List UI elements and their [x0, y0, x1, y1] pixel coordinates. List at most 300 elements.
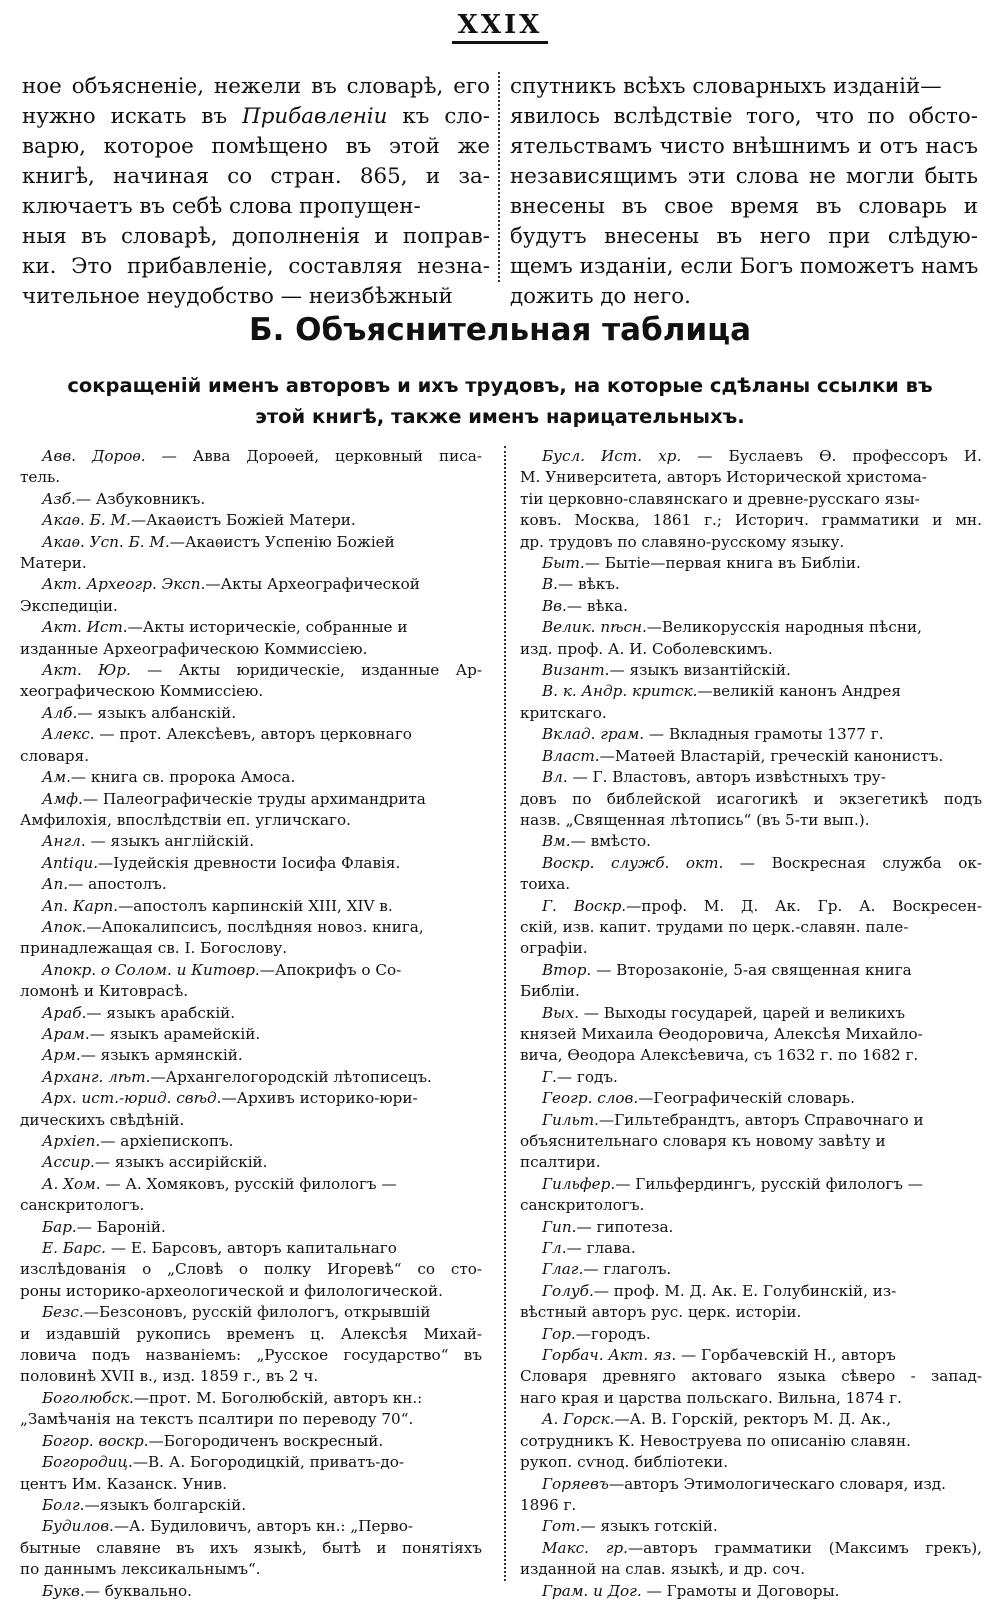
- entry-definition: — глава.: [566, 1239, 636, 1258]
- entry-line: [20, 1067, 482, 1088]
- entry-continuation: [20, 1366, 482, 1387]
- entry-definition: довъ по библейской исагогикѣ и экзегетикѣ подъ: [520, 789, 982, 808]
- entry-abbreviation: Втор.: [542, 960, 592, 979]
- entry-definition: назв. „Священная лѣтопись“ (въ 5-ти вып.).: [520, 810, 870, 829]
- entry-abbreviation: Безс.: [42, 1303, 84, 1322]
- entry-abbreviation: Гильт.: [542, 1110, 600, 1129]
- entry-definition: словаря.: [20, 746, 90, 765]
- entry-definition: — языкъ арабскій.: [86, 1003, 236, 1022]
- entry-definition: санскритологъ.: [520, 1196, 645, 1215]
- entry-line: [520, 1281, 982, 1302]
- entry-definition: — книга св. пророка Амоса.: [70, 768, 296, 787]
- column-divider: [504, 446, 506, 1581]
- entry-continuation: [520, 467, 982, 488]
- entry-continuation: [520, 1452, 982, 1473]
- entry-abbreviation: Власт.: [542, 746, 600, 765]
- entry-definition: — вмѣсто.: [570, 832, 652, 851]
- entry-abbreviation: Вклад. грам.: [542, 725, 645, 744]
- entry-definition: —Географическій словарь.: [638, 1089, 855, 1108]
- entry-abbreviation: Акт. Ист.: [42, 618, 128, 637]
- entry-abbreviation: Воскр. служб. окт.: [542, 853, 724, 872]
- text-line: [510, 282, 978, 312]
- entry-continuation: [520, 1388, 982, 1409]
- entry-line: [520, 960, 982, 981]
- entries-left-column: [20, 446, 482, 1602]
- entry-line: [20, 489, 482, 510]
- entry-continuation: [20, 1110, 482, 1131]
- entry-line: [20, 703, 482, 724]
- entry-definition: ковъ. Москва, 1861 г.; Историч. грамматики и мн.: [520, 511, 982, 530]
- entry-definition: —А. Будиловичъ, авторъ кн.: „Перво-: [113, 1517, 413, 1536]
- entry-continuation: [520, 1152, 982, 1173]
- entry-definition: —Акты Археографической: [205, 575, 420, 594]
- entry-continuation: [520, 810, 982, 831]
- subheading-line: этой книгѣ, также именъ нарицательныхъ.: [255, 405, 745, 428]
- entry-definition: скій, изв. капит. трудами по церк.-славян. пале-: [520, 917, 909, 936]
- text-run: варю, которое помѣщено въ этой же: [22, 134, 490, 159]
- entry-line: [520, 1003, 982, 1024]
- entry-definition: — прот. Алексѣевъ, авторъ церковнаго: [94, 725, 412, 744]
- entry-definition: — Второзаконіе, 5-ая священная книга: [591, 960, 912, 979]
- entry-abbreviation: Бар.: [42, 1217, 77, 1236]
- entry-continuation: [20, 1474, 482, 1495]
- entry-definition: — апостолъ.: [68, 875, 167, 894]
- text-line: [22, 72, 490, 102]
- entry-continuation: [20, 553, 482, 574]
- entry-abbreviation: Гор.: [542, 1324, 576, 1343]
- entry-continuation: [20, 1559, 482, 1580]
- intro-right-column: [510, 72, 978, 312]
- entry-abbreviation: Будилов.: [42, 1517, 114, 1536]
- text-run: явилось вслѣдствіе того, что по обсто-: [510, 104, 978, 129]
- entry-continuation: [520, 639, 982, 660]
- entry-definition: вѣстный авторъ рус. церк. исторіи.: [520, 1303, 802, 1322]
- text-line: [22, 282, 490, 312]
- entry-line: [520, 896, 982, 917]
- entry-definition: — А. Хомяковъ, русскій филологъ —: [100, 1174, 397, 1193]
- entry-definition: ографіи.: [520, 939, 588, 958]
- entry-continuation: [20, 1324, 482, 1345]
- entry-continuation: [520, 938, 982, 959]
- entry-definition: —языкъ болгарскій.: [84, 1495, 247, 1514]
- entry-line: [520, 1110, 982, 1131]
- text-line: [510, 192, 978, 222]
- entry-abbreviation: Вм.: [542, 832, 571, 851]
- entry-definition: —проф. М. Д. Ак. Гр. А. Воскресен-: [626, 896, 982, 915]
- entry-abbreviation: В. к. Андр. критск.: [542, 682, 698, 701]
- entry-abbreviation: Амф.: [42, 789, 83, 808]
- entry-definition: и издавшій рукопись временъ ц. Алексѣя Михай-: [20, 1324, 482, 1343]
- entry-definition: изданные Археографическою Коммиссіею.: [20, 639, 368, 658]
- entry-definition: —Архивъ историко-юри-: [221, 1089, 418, 1108]
- entry-definition: —Акаѳистъ Успенію Божіей: [169, 532, 395, 551]
- entry-line: [20, 831, 482, 852]
- text-run: ки. Это прибавленіе, составляя незна-: [22, 254, 490, 279]
- entry-definition: Библіи.: [520, 982, 580, 1001]
- text-run: чительное неудобство — неизбѣжный: [22, 284, 453, 309]
- text-run: ятельствамъ чисто внѣшнимъ и отъ насъ: [510, 134, 978, 159]
- entry-line: [20, 1131, 482, 1152]
- entry-abbreviation: Г.: [542, 1067, 557, 1086]
- text-line: [510, 102, 978, 132]
- entry-abbreviation: Акт. Археогр. Эксп.: [42, 575, 206, 594]
- entry-abbreviation: Гильфер.: [542, 1174, 616, 1193]
- entry-definition: —Апокалипсисъ, послѣдняя новоз. книга,: [86, 917, 424, 936]
- entry-abbreviation: Макс. гр.: [542, 1538, 628, 1557]
- entry-continuation: [520, 510, 982, 531]
- entry-line: [520, 574, 982, 595]
- entry-continuation: [20, 467, 482, 488]
- entry-definition: князей Михаила Ѳеодоровича, Алексѣя Михайло-: [520, 1024, 923, 1043]
- entry-definition: —Богородиченъ воскресный.: [148, 1431, 384, 1450]
- section-heading: Б. Объяснительная таблица: [248, 312, 752, 348]
- entry-line: [20, 724, 482, 745]
- entry-definition: — Буслаевъ Ѳ. профессоръ И.: [681, 447, 982, 465]
- entry-definition: — языкъ ассирійскій.: [94, 1153, 268, 1172]
- entry-definition: Амфилохія, впослѣдствіи еп. угличскаго.: [20, 810, 351, 829]
- entry-line: [20, 1452, 482, 1473]
- entry-definition: тоиха.: [520, 875, 571, 894]
- entry-abbreviation: А. Горск.: [542, 1410, 615, 1429]
- text-run: спутникъ всѣхъ словарныхъ изданій—: [510, 74, 942, 99]
- entry-definition: —Акты историческіе, собранные и: [127, 618, 408, 637]
- entry-definition: — гипотеза.: [576, 1217, 674, 1236]
- entry-line: [20, 917, 482, 938]
- entry-line: [20, 660, 482, 681]
- entry-definition: — Азбуковникъ.: [75, 489, 206, 508]
- entry-definition: по даннымъ лексикальнымъ“.: [20, 1560, 261, 1579]
- entry-continuation: [20, 1195, 482, 1216]
- entry-definition: роны историко-археологической и филологической.: [20, 1281, 443, 1300]
- text-line: [510, 252, 978, 282]
- entry-definition: — языкъ армянскій.: [80, 1046, 243, 1065]
- entry-abbreviation: Бусл. Ист. хр.: [542, 447, 682, 465]
- entry-definition: —Акаѳистъ Божіей Матери.: [130, 511, 356, 530]
- text-run: ныя въ словарѣ, дополненія и поправ-: [22, 224, 490, 249]
- text-line: [22, 192, 490, 222]
- entry-line: [520, 1259, 982, 1280]
- entry-abbreviation: Геогр. слов.: [542, 1089, 639, 1108]
- entry-definition: —Матѳей Властарій, греческій канонистъ.: [599, 746, 944, 765]
- entry-continuation: [20, 1538, 482, 1559]
- entry-definition: —Безсоновъ, русскій филологъ, открывшій: [83, 1303, 431, 1322]
- entry-definition: —городъ.: [575, 1324, 651, 1343]
- entry-abbreviation: Гл.: [542, 1239, 567, 1258]
- entry-continuation: [20, 1281, 482, 1302]
- entry-abbreviation: Апок.: [42, 917, 87, 936]
- entry-line: [520, 746, 982, 767]
- entry-line: [520, 1217, 982, 1238]
- entry-line: [520, 1324, 982, 1345]
- entry-continuation: [20, 981, 482, 1002]
- entry-line: [20, 789, 482, 810]
- entry-definition: — буквально.: [84, 1581, 192, 1600]
- entry-line: [520, 1088, 982, 1109]
- entry-abbreviation: Вв.: [542, 596, 567, 615]
- column-divider: [498, 72, 500, 282]
- entry-definition: — вѣка.: [566, 596, 628, 615]
- entry-abbreviation: Акаѳ. Усп. Б. М.: [42, 532, 170, 551]
- entry-abbreviation: Алб.: [42, 703, 78, 722]
- entry-line: [20, 1045, 482, 1066]
- entry-line: [520, 831, 982, 852]
- entry-continuation: [20, 810, 482, 831]
- abbreviation-table: [20, 446, 982, 1600]
- entry-continuation: [20, 596, 482, 617]
- entry-definition: рукоп. сѵнод. библіотеки.: [520, 1453, 729, 1472]
- page-number: XXIX: [0, 10, 1000, 40]
- entry-continuation: [20, 938, 482, 959]
- entry-abbreviation: Гип.: [542, 1217, 577, 1236]
- entry-definition: —В. А. Богородицкій, приватъ-до-: [132, 1453, 405, 1472]
- entry-abbreviation: Апокр. о Солом. и Китовр.: [42, 960, 260, 979]
- intro-paragraph: [22, 72, 978, 309]
- entry-definition: половинѣ XVII в., изд. 1859 г., въ 2 ч.: [20, 1367, 319, 1386]
- entry-abbreviation: Авв. Дороѳ.: [42, 447, 146, 465]
- entry-abbreviation: Алекс.: [42, 725, 95, 744]
- entry-continuation: [20, 1409, 482, 1430]
- entry-abbreviation: Грам. и Дог.: [542, 1581, 642, 1600]
- entry-continuation: [520, 1195, 982, 1216]
- entry-continuation: [20, 746, 482, 767]
- entry-line: [20, 574, 482, 595]
- entry-abbreviation: Букв.: [42, 1581, 85, 1600]
- entry-definition: —Архангелогородскій лѣтописецъ.: [150, 1067, 432, 1086]
- entry-definition: др. трудовъ по славяно-русскому языку.: [520, 532, 845, 551]
- entry-abbreviation: Акаѳ. Б. М.: [42, 511, 131, 530]
- entry-line: [20, 960, 482, 981]
- entry-definition: — вѣкъ.: [558, 575, 620, 594]
- entry-continuation: [520, 1131, 982, 1152]
- entry-continuation: [520, 1366, 982, 1387]
- entry-line: [520, 1067, 982, 1088]
- entry-definition: — Г. Властовъ, авторъ извѣстныхъ тру-: [567, 768, 886, 787]
- entry-definition: центъ Им. Казанск. Унив.: [20, 1474, 228, 1493]
- text-run: къ сло-: [387, 104, 490, 129]
- entry-line: [520, 553, 982, 574]
- entry-definition: хеографическою Коммиссіею.: [20, 682, 264, 701]
- entry-definition: Матери.: [20, 554, 87, 573]
- entry-line: [20, 617, 482, 638]
- entry-definition: тіи церковно-славянскаго и древне-русскаго язы-: [520, 489, 920, 508]
- entry-definition: Словаря древняго актоваго языка сѣверо - запад-: [520, 1367, 982, 1386]
- entry-definition: — языкъ византійскій.: [609, 661, 791, 680]
- entry-abbreviation: Визант.: [542, 661, 610, 680]
- entry-line: [520, 1538, 982, 1559]
- entry-line: [20, 1581, 482, 1602]
- entry-line: [520, 681, 982, 702]
- entry-line: [520, 1409, 982, 1430]
- entry-definition: 1896 г.: [520, 1495, 577, 1514]
- entry-line: [20, 874, 482, 895]
- entry-definition: изслѣдованія о „Словѣ о полку Игоревѣ“ со сто-: [20, 1260, 482, 1279]
- entry-line: [520, 660, 982, 681]
- entry-continuation: [20, 1259, 482, 1280]
- entry-line: [520, 1345, 982, 1366]
- entry-continuation: [20, 681, 482, 702]
- entry-definition: — глаголъ.: [583, 1260, 672, 1279]
- entry-abbreviation: Горяевъ: [542, 1474, 609, 1493]
- entry-continuation: [520, 1495, 982, 1516]
- entry-abbreviation: А. Хом.: [42, 1174, 101, 1193]
- entry-definition: Экспедиціи.: [20, 596, 118, 615]
- text-run: ное объясненіе, нежели въ словарѣ, его: [22, 74, 490, 99]
- entry-definition: — архіепископъ.: [100, 1132, 234, 1150]
- entry-definition: изд. проф. А. И. Соболевскимъ.: [520, 639, 773, 658]
- entry-line: [520, 1581, 982, 1602]
- entry-definition: —А. В. Горскій, ректоръ М. Д. Ак.,: [614, 1410, 892, 1429]
- entry-abbreviation: Голуб.: [542, 1281, 594, 1300]
- entry-line: [20, 532, 482, 553]
- entry-definition: — Авва Дороѳей, церковный писа-: [145, 447, 482, 465]
- entry-definition: санскритологъ.: [20, 1196, 145, 1215]
- entry-definition: тель.: [20, 468, 61, 487]
- entry-line: [20, 767, 482, 788]
- entry-abbreviation: Болг.: [42, 1495, 85, 1514]
- entry-continuation: [520, 1302, 982, 1323]
- entry-line: [20, 1152, 482, 1173]
- text-line: [22, 252, 490, 282]
- entry-continuation: [520, 789, 982, 810]
- entry-definition: М. Университета, авторъ Исторической христома-: [520, 468, 927, 487]
- entry-abbreviation: Глаг.: [542, 1260, 584, 1279]
- text-run: внесены въ свое время въ словарь и: [510, 194, 978, 219]
- entries-right-column: [520, 446, 982, 1602]
- entry-continuation: [520, 703, 982, 724]
- entry-definition: —авторъ Этимологическаго словаря, изд.: [608, 1474, 946, 1493]
- entry-continuation: [520, 532, 982, 553]
- entry-abbreviation: Ам.: [42, 768, 71, 787]
- entry-line: [520, 1474, 982, 1495]
- entry-definition: —апостолъ карпинскій XIII, XIV в.: [118, 896, 393, 915]
- entry-abbreviation: Азб.: [42, 489, 76, 508]
- entry-line: [20, 1217, 482, 1238]
- entry-abbreviation: Гот.: [542, 1517, 581, 1536]
- text-line: [510, 162, 978, 192]
- entry-abbreviation: Ап. Карп.: [42, 896, 119, 915]
- entry-abbreviation: Арханг. лѣт.: [42, 1067, 151, 1086]
- entry-abbreviation: Ассир.: [42, 1153, 95, 1172]
- entry-continuation: [520, 1559, 982, 1580]
- entry-abbreviation: Араб.: [42, 1003, 87, 1022]
- text-run: нужно искать въ: [22, 104, 243, 129]
- entry-definition: ловича подъ названіемъ: „Русское государство“ въ: [20, 1346, 482, 1365]
- entry-abbreviation: Вл.: [542, 768, 568, 787]
- entry-definition: сотрудникъ К. Невоструева по описанію славян.: [520, 1431, 911, 1450]
- entry-definition: изданной на слав. языкѣ, и др. соч.: [520, 1560, 806, 1579]
- entry-definition: — Гильфердингъ, русскій филологъ —: [615, 1174, 923, 1193]
- entry-abbreviation: Велик. пѣсн.: [542, 618, 647, 637]
- entry-line: [20, 1516, 482, 1537]
- entry-definition: ломонѣ и Китоврасѣ.: [20, 982, 189, 1001]
- entry-abbreviation: В.: [542, 575, 558, 594]
- entry-abbreviation: Англ.: [42, 832, 86, 851]
- entry-abbreviation: Е. Барс.: [42, 1239, 107, 1258]
- entry-line: [20, 1238, 482, 1259]
- entry-line: [20, 1495, 482, 1516]
- entry-abbreviation: Ап.: [42, 875, 69, 894]
- text-run: ключаетъ въ себѣ слова пропущен-: [22, 194, 421, 219]
- entry-definition: — языкъ арамейскій.: [89, 1024, 261, 1043]
- entry-continuation: [520, 1045, 982, 1066]
- text-run: независящимъ эти слова не могли быть: [510, 164, 978, 189]
- entry-abbreviation: Богор. воскр.: [42, 1431, 149, 1450]
- text-line: [510, 132, 978, 162]
- entry-definition: — Воскресная служба ок-: [723, 853, 982, 872]
- entry-line: [20, 1431, 482, 1452]
- entry-abbreviation: Арм.: [42, 1046, 81, 1065]
- entry-abbreviation: Арх. ист.-юрид. свѣд.: [42, 1089, 222, 1108]
- text-run: будутъ внесены въ него при слѣдую-: [510, 224, 978, 249]
- entry-definition: „Замѣчанія на текстъ псалтири по переводу 70“.: [20, 1410, 414, 1429]
- entry-line: [20, 1088, 482, 1109]
- entry-line: [520, 853, 982, 874]
- entry-abbreviation: Быт.: [542, 554, 585, 573]
- text-run: щемъ изданіи, если Богъ поможетъ намъ: [510, 254, 978, 279]
- entry-definition: — языкъ албанскій.: [77, 703, 237, 722]
- entry-abbreviation: Арам.: [42, 1024, 90, 1043]
- entry-definition: —великій канонъ Андрея: [697, 682, 901, 701]
- entry-line: [520, 1238, 982, 1259]
- entry-line: [20, 1302, 482, 1323]
- entry-definition: псалтири.: [520, 1153, 601, 1172]
- entry-definition: — Палеографическіе труды архимандрита: [82, 789, 426, 808]
- entry-continuation: [520, 1431, 982, 1452]
- entry-definition: —Іудейскія древности Іосифа Флавія.: [98, 853, 401, 872]
- entry-continuation: [520, 874, 982, 895]
- entry-line: [20, 1003, 482, 1024]
- entry-abbreviation: Antiqu.: [42, 853, 99, 872]
- emphasized-term: Прибавленіи: [242, 104, 388, 129]
- entry-continuation: [20, 1345, 482, 1366]
- entry-definition: объяснительнаго словаря къ новому завѣту и: [520, 1132, 886, 1150]
- entry-abbreviation: Вых.: [542, 1003, 579, 1022]
- entry-continuation: [520, 1024, 982, 1045]
- entry-line: [520, 1174, 982, 1195]
- entry-line: [520, 724, 982, 745]
- entry-line: [520, 767, 982, 788]
- text-line: [22, 132, 490, 162]
- entry-definition: — Вкладныя грамоты 1377 г.: [644, 725, 884, 744]
- entry-abbreviation: Горбач. Акт. яз.: [542, 1346, 677, 1365]
- intro-left-column: [22, 72, 490, 312]
- entry-definition: — Горбачевскій Н., авторъ: [676, 1346, 896, 1365]
- entry-line: [20, 446, 482, 467]
- entry-definition: —Апокрифъ о Со-: [259, 960, 402, 979]
- text-line: [22, 222, 490, 252]
- entry-line: [20, 510, 482, 531]
- entry-definition: вича, Ѳеодора Алексѣевича, съ 1632 г. по 1682 г.: [520, 1046, 919, 1065]
- entry-definition: —авторъ грамматики (Максимъ грекъ),: [627, 1538, 982, 1557]
- entry-definition: критскаго.: [520, 703, 607, 722]
- entry-abbreviation: Акт. Юр.: [42, 661, 131, 680]
- entry-line: [20, 1024, 482, 1045]
- entry-continuation: [20, 639, 482, 660]
- entry-definition: наго края и царства польскаго. Вильна, 1874 г.: [520, 1388, 902, 1407]
- text-run: книгѣ, начиная со стран. 865, и за-: [22, 164, 490, 189]
- entry-definition: — языкъ англійскій.: [85, 832, 255, 851]
- entry-definition: бытные славяне въ ихъ языкѣ, бытѣ и понятіяхъ: [20, 1538, 482, 1557]
- text-run: дожить до него.: [510, 284, 691, 309]
- entry-definition: — Бытіе—первая книга въ Библіи.: [584, 554, 861, 573]
- entry-continuation: [520, 917, 982, 938]
- text-line: [510, 222, 978, 252]
- entry-definition: дическихъ свѣдѣній.: [20, 1110, 185, 1129]
- entry-definition: — языкъ готскій.: [580, 1517, 718, 1536]
- entry-definition: — Акты юридическіе, изданные Ар-: [130, 661, 482, 680]
- entry-definition: — годъ.: [556, 1067, 618, 1086]
- entry-line: [520, 617, 982, 638]
